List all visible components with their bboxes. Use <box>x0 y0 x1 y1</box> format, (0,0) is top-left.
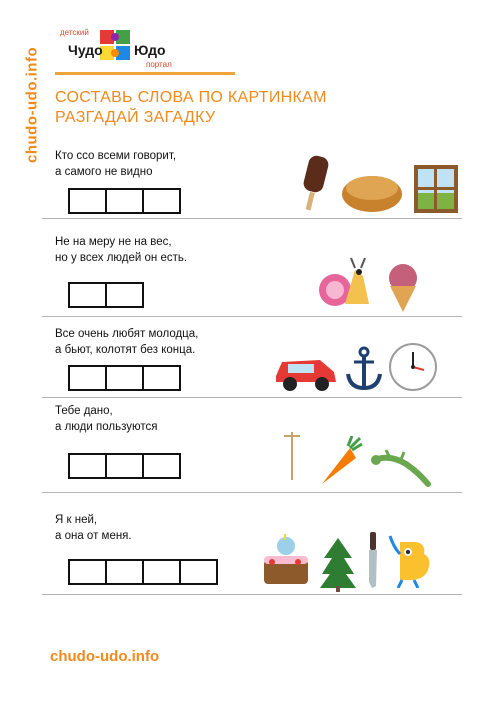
puzzle-logo-icon <box>98 26 134 66</box>
section-divider <box>42 218 462 219</box>
compass-leg-icon <box>282 430 302 482</box>
snail-icon <box>315 256 371 310</box>
window-icon <box>412 163 460 215</box>
letter-box[interactable] <box>105 282 144 308</box>
knife-icon <box>364 530 382 590</box>
title-line-2: РАЗГАДАЙ ЗАГАДКУ <box>55 109 216 126</box>
riddle-2-line-2: но у всех людей он есть. <box>55 252 188 264</box>
riddle-1-answer-boxes[interactable] <box>68 188 181 214</box>
letter-box[interactable] <box>68 453 107 479</box>
carrot-icon <box>316 436 364 488</box>
letter-box[interactable] <box>142 365 181 391</box>
logo-bottom-text: портал <box>146 60 172 69</box>
riddle-2-text <box>55 234 187 266</box>
letter-v-character-icon <box>386 532 436 588</box>
lizard-icon <box>370 446 432 488</box>
ice-cream-cone-icon <box>380 262 426 314</box>
letter-box[interactable] <box>68 365 107 391</box>
header-rule <box>55 72 235 75</box>
fir-tree-icon <box>320 536 356 592</box>
riddle-3-line-2: а бьют, колотят без конца. <box>55 344 196 356</box>
riddle-3-answer-boxes[interactable] <box>68 365 181 391</box>
riddle-3-line-1: Все очень любят молодца, <box>55 328 199 340</box>
anchor-icon <box>344 346 384 392</box>
logo-top-text: детский <box>60 28 89 37</box>
title-line-1: СОСТАВЬ СЛОВА ПО КАРТИНКАМ <box>55 89 327 106</box>
letter-box[interactable] <box>105 365 144 391</box>
riddle-2-answer-boxes[interactable] <box>68 282 144 308</box>
section-divider <box>42 492 462 493</box>
riddle-4-answer-boxes[interactable] <box>68 453 181 479</box>
letter-box[interactable] <box>68 559 107 585</box>
riddle-1-line-2: а самого не видно <box>55 166 153 178</box>
side-watermark-text: chudo-udo.info <box>23 46 41 164</box>
clock-icon <box>388 342 438 392</box>
ice-cream-bar-icon <box>298 154 334 212</box>
letter-box[interactable] <box>68 188 107 214</box>
riddle-5-line-2: а она от меня. <box>55 530 132 542</box>
letter-box[interactable] <box>142 559 181 585</box>
letter-box[interactable] <box>105 453 144 479</box>
logo-word-1: Чудо <box>68 42 103 58</box>
car-icon <box>272 350 340 392</box>
riddle-4-text <box>55 403 157 435</box>
section-divider <box>42 316 462 317</box>
footer-site-link[interactable]: chudo-udo.info <box>50 648 160 665</box>
riddle-2-line-1: Не на меру не на вес, <box>55 236 172 248</box>
riddle-4-line-1: Тебе дано, <box>55 405 113 417</box>
section-divider <box>42 594 462 595</box>
riddle-5-answer-boxes[interactable] <box>68 559 218 585</box>
site-logo[interactable] <box>58 26 178 70</box>
riddle-1-text <box>55 148 176 180</box>
page-title <box>55 88 475 128</box>
letter-box[interactable] <box>142 453 181 479</box>
logo-word-2: Юдо <box>134 42 166 58</box>
riddle-4-line-2: а люди пользуются <box>55 421 158 433</box>
riddle-1-line-1: Кто ссо всеми говорит, <box>55 150 177 162</box>
letter-box[interactable] <box>105 559 144 585</box>
section-divider <box>42 397 462 398</box>
bread-loaf-icon <box>340 170 404 214</box>
letter-box[interactable] <box>105 188 144 214</box>
riddle-5-text <box>55 512 132 544</box>
riddle-3-text <box>55 326 198 358</box>
letter-box[interactable] <box>142 188 181 214</box>
letter-box[interactable] <box>68 282 107 308</box>
riddle-5-line-1: Я к ней, <box>55 514 98 526</box>
letter-box[interactable] <box>179 559 218 585</box>
birthday-cake-icon <box>258 534 314 590</box>
